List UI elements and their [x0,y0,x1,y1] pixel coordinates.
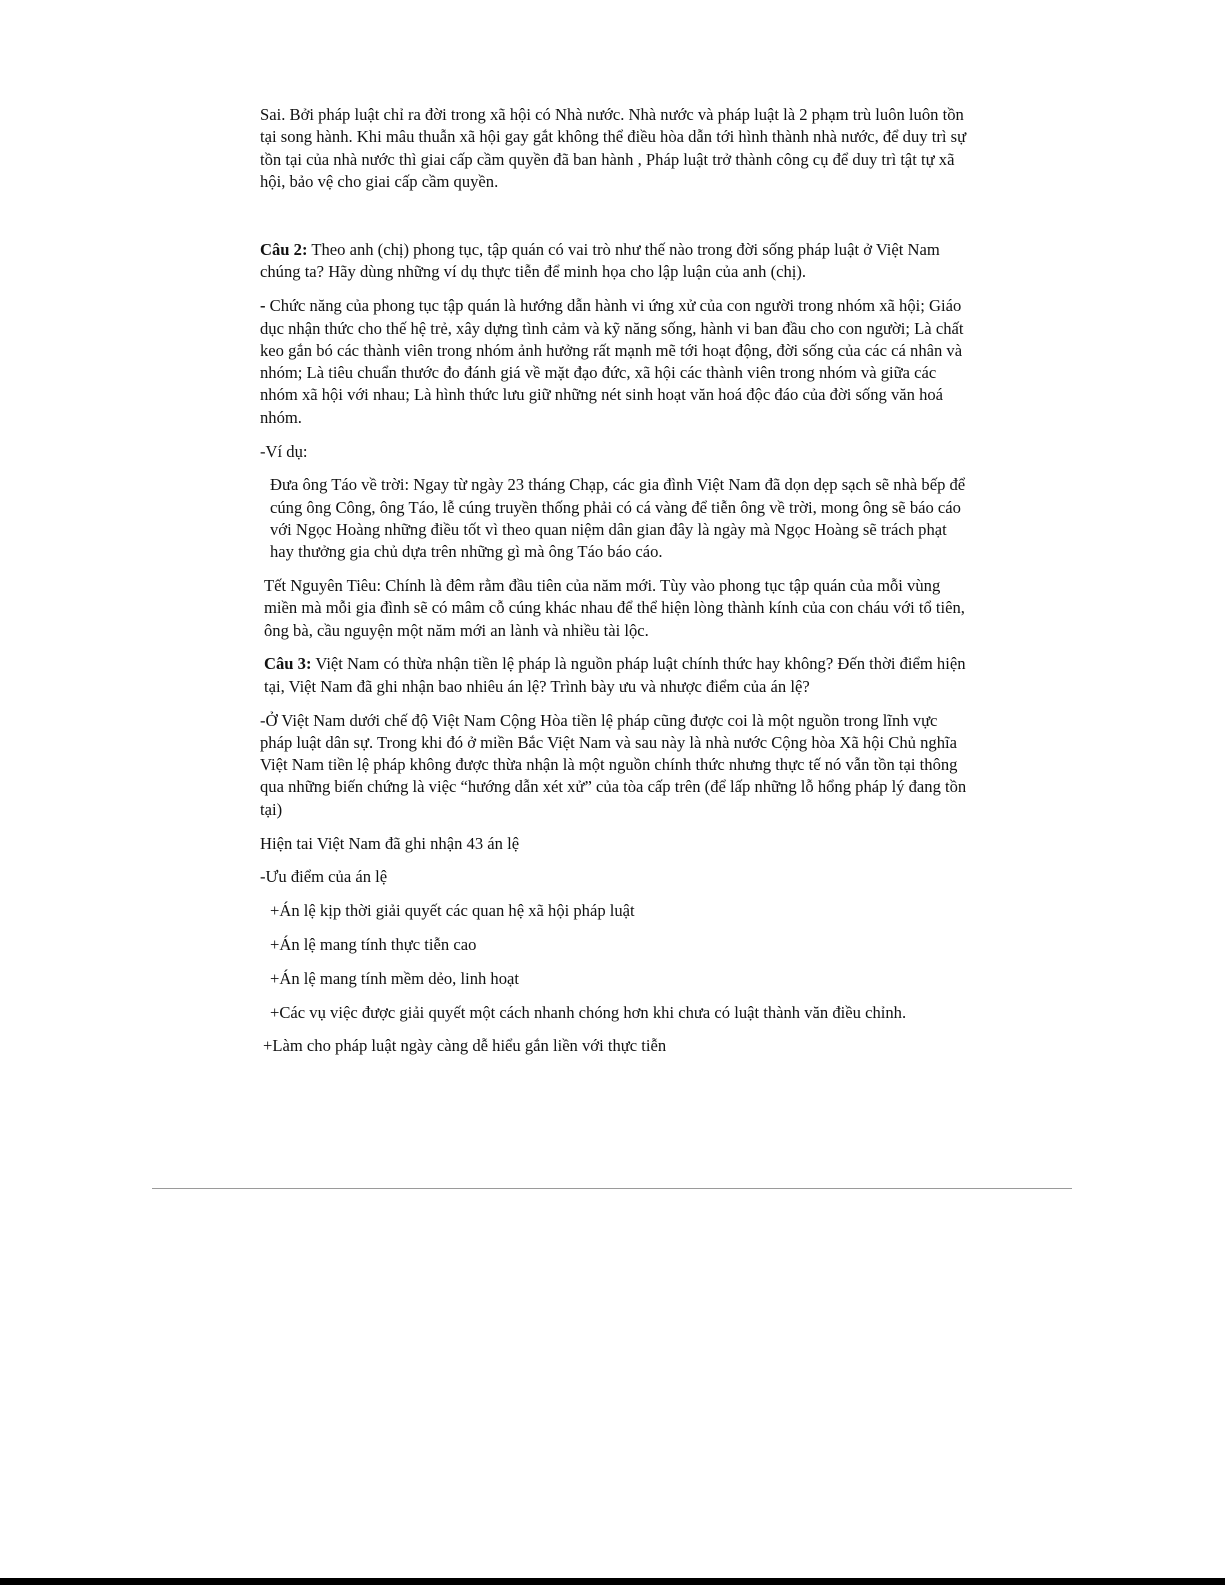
advantages-label: -Ưu điểm của án lệ [260,867,388,887]
advantage-item: +Các vụ việc được giải quyết một cách nhanh chóng hơn khi chưa có luật thành văn điều chỉnh. [270,1002,907,1022]
example-2: Tết Nguyên Tiêu: Chính là đêm rằm đầu tiên của năm mới. Tùy vào phong tục tập quán của mỗi vùng miền mà mỗi gia đình sẽ có mâm cỗ cúng khác nhau để thể hiện lòng thành kính của con cháu với tổ tiên, ông bà, cầu nguyện một năm mới an lành và nhiều tài lộc. [264,576,965,640]
answer-2 [260,295,970,429]
question-3-text: Việt Nam có thừa nhận tiền lệ pháp là nguồn pháp luật chính thức hay không? Đến thời điểm hiện tại, Việt Nam đã ghi nhận bao nhiêu án lệ? Trình bày ưu và nhược điểm của án lệ? [264,654,966,696]
bottom-edge-bar [0,1578,1225,1585]
answer-2-text: Chức năng của phong tục tập quán là hướng dẫn hành vi ứng xử của con người trong nhóm xã hội; Giáo dục nhận thức cho thế hệ trẻ, xây dựng tình cảm và kỹ năng sống, hành vi ban đầu cho con người; Là chất keo gắn bó các thành viên trong nhóm ảnh hưởng rất mạnh mẽ tới hoạt động, đời sống của các cá nhân và nhóm; Là tiêu chuẩn thước đo đánh giá về mặt đạo đức, xã hội các thành viên trong nhóm và giữa các nhóm xã hội với nhau; Là hình thức lưu giữ những nét sinh hoạt văn hoá độc đáo của đời sống văn hoá nhóm. [260,296,964,427]
paragraph-answer-1: Sai. Bởi pháp luật chỉ ra đời trong xã hội có Nhà nước. Nhà nước và pháp luật là 2 phạm trù luôn luôn tồn tại song hành. Khi mâu thuẫn xã hội gay gắt không thể điều hòa dẫn tới hình thành nhà nước, để duy trì sự tồn tại của nhà nước thì giai cấp cầm quyền đã ban hành , Pháp luật trở thành công cụ để duy trì tật tự xã hội, bảo vệ cho giai cấp cầm quyền. [260,105,967,191]
answer-3: -Ở Việt Nam dưới chế độ Việt Nam Cộng Hòa tiền lệ pháp cũng được coi là một nguồn trong lĩnh vực pháp luật dân sự. Trong khi đó ở miền Bắc Việt Nam và sau này là nhà nước Cộng hòa Xã hội Chủ nghĩa Việt Nam tiền lệ pháp không được thừa nhận là một nguồn chính thức nhưng thực tế nó vẫn tồn tại thông qua những biến chứng là việc “hướng dẫn xét xử” của tòa cấp trên (để lấp những lỗ hổng pháp lý đang tồn tại) [260,710,967,819]
advantage-item-last: +Làm cho pháp luật ngày càng dễ hiểu gắn liền với thực tiễn [263,1036,667,1056]
precedent-count: Hiện tai Việt Nam đã ghi nhận 43 án lệ [260,833,520,853]
document-body [260,104,970,1069]
question-2-text: Theo anh (chị) phong tục, tập quán có vai trò như thế nào trong đời sống pháp luật ở Việt Nam chúng ta? Hãy dùng những ví dụ thực tiễn để minh họa cho lập luận của anh (chị). [260,240,940,282]
answer-2-dash: - [260,296,266,316]
question-2-label: Câu 2: [260,240,308,260]
question-2 [260,239,970,284]
advantage-item: +Án lệ mang tính mềm dẻo, linh hoạt [270,968,520,988]
question-3-label: Câu 3: [264,654,312,674]
advantage-item: +Án lệ kịp thời giải quyết các quan hệ xã hội pháp luật [270,901,635,921]
example-label: -Ví dụ: [260,441,308,461]
question-3 [260,653,970,698]
page-divider [152,1188,1072,1189]
advantage-item: +Án lệ mang tính thực tiễn cao [270,934,477,954]
example-1: Đưa ông Táo về trời: Ngay từ ngày 23 tháng Chạp, các gia đình Việt Nam đã dọn dẹp sạch sẽ nhà bếp để cúng ông Công, ông Táo, lễ cúng truyền thống phải có cá vàng để tiễn ông về trời, mong ông sẽ báo cáo với Ngọc Hoàng những điều tốt vì theo quan niệm dân gian đây là ngày mà Ngọc Hoàng sẽ trách phạt hay thưởng gia chủ dựa trên những gì mà ông Táo báo cáo. [270,475,966,562]
